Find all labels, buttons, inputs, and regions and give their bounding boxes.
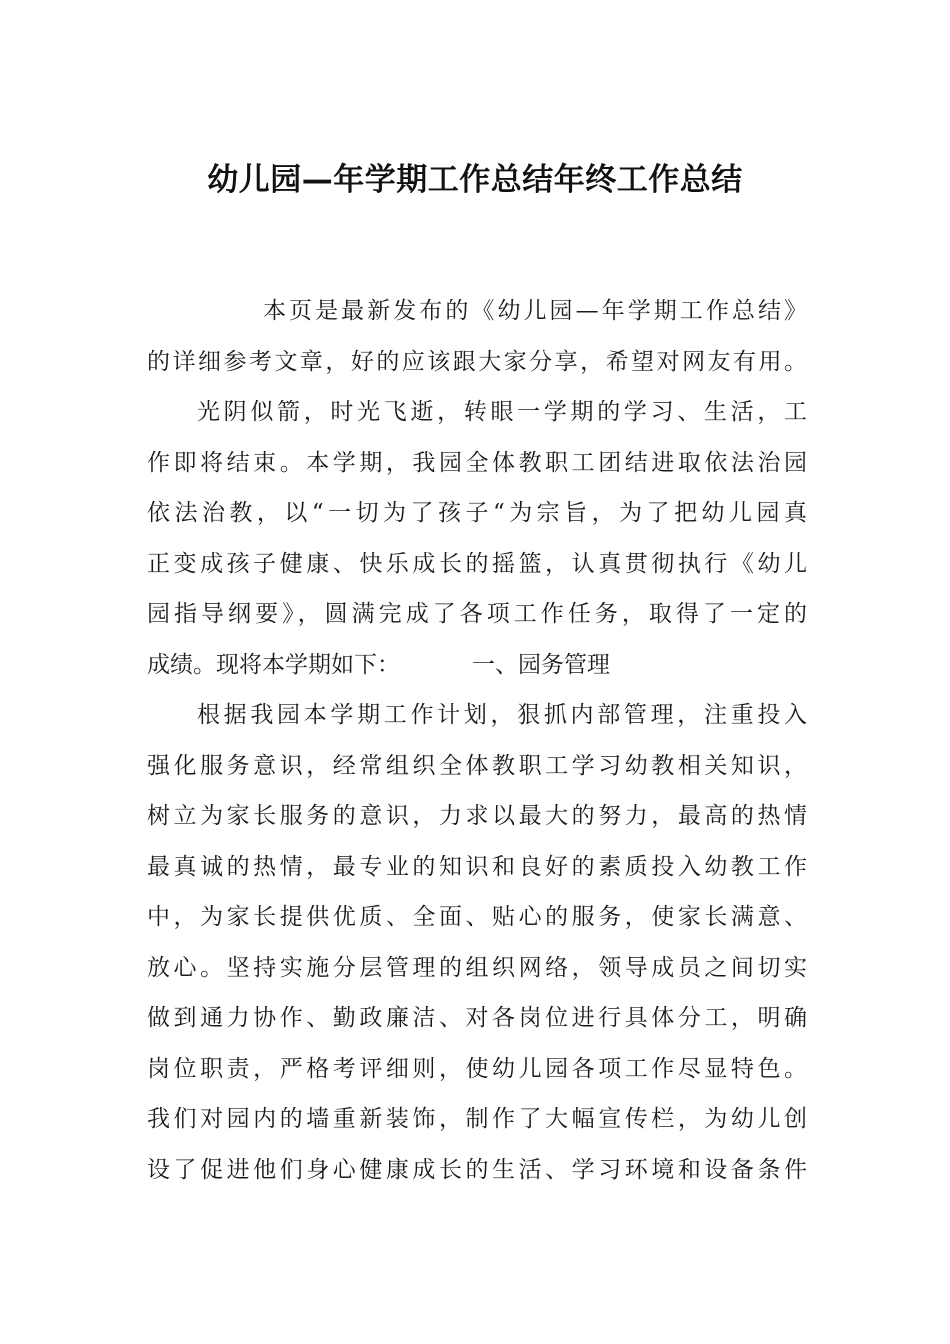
paragraph-line: 根据我园本学期工作计划，狠抓内部管理，注重投入 [197,702,807,728]
intro-line: 本页是最新发布的《幼儿园—年学期工作总结》 [263,298,807,324]
paragraph-line: 做到通力协作、勤政廉洁、对各岗位进行具体分工，明确 [147,1005,807,1031]
document-title: 幼儿园—年学期工作总结年终工作总结 [207,162,743,198]
paragraph-line: 最真诚的热情，最专业的知识和良好的素质投入幼教工作 [147,853,807,880]
paragraph-line: 强化服务意识，经常组织全体教职工学习幼教相关知识， [147,752,807,779]
paragraph-line: 作即将结束。本学期，我园全体教职工团结进取依法治园 [147,449,807,476]
document-body [147,286,807,1195]
paragraph-last-line [147,640,807,691]
section-heading: 一、园务管理 [472,651,610,678]
paragraph-line: 树立为家长服务的意识，力求以最大的努力，最高的热情 [147,803,807,829]
paragraph-line-text: 成绩。现将本学期如下： [147,651,400,678]
paragraph-line: 光阴似箭，时光飞逝，转眼一学期的学习、生活，工 [197,399,807,425]
paragraph-line: 依法治教，以“一切为了孩子“为宗旨，为了把幼儿园真 [147,500,807,526]
paragraph-line: 岗位职责，严格考评细则，使幼儿园各项工作尽显特色。 [147,1055,807,1082]
intro-line: 的详细参考文章，好的应该跟大家分享，希望对网友有用。 [147,348,807,375]
paragraph-line: 我们对园内的墙重新装饰，制作了大幅宣传栏，为幼儿创 [147,1106,807,1132]
paragraph-line: 中，为家长提供优质、全面、贴心的服务，使家长满意、 [147,904,807,930]
paragraph-line: 正变成孩子健康、快乐成长的摇篮，认真贯彻执行《幼儿 [147,550,807,577]
paragraph-line: 园指导纲要》，圆满完成了各项工作任务，取得了一定的 [147,601,807,627]
paragraph-line: 设了促进他们身心健康成长的生活、学习环境和设备条件 [147,1156,807,1183]
paragraph-line: 放心。坚持实施分层管理的组织网络，领导成员之间切实 [147,954,807,981]
